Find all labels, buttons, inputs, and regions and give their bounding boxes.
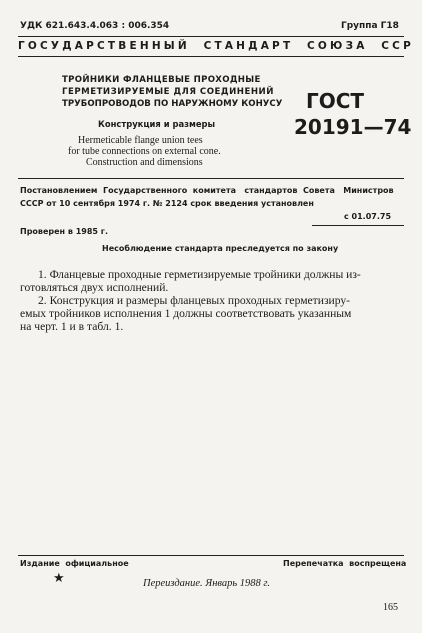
effective-date-rule [312,225,404,226]
title-ru-line-3: ТРУБОПРОВОДОВ ПО НАРУЖНОМУ КОНУСУ [62,99,283,109]
gost-label: ГОСТ [306,89,365,113]
law-notice: Несоблюдение стандарта преследуется по закону [102,244,339,253]
official-edition: Издание официальное [20,559,129,568]
title-ru-line-2: ГЕРМЕТИЗИРУЕМЫЕ ДЛЯ СОЕДИНЕНИЙ [62,87,274,97]
decree-line-1: Постановлением Государственного комитета стандартов Совета Министров [20,186,394,195]
reprint-prohibited: Перепечатка воспрещена [283,559,407,568]
decree-line-2: СССР от 10 сентября 1974 г. № 2124 срок введения установлен [20,199,314,208]
effective-date: с 01.07.75 [344,212,392,221]
reissue-note: Переиздание. Январь 1988 г. [143,578,270,589]
body-line-2: готовляться двух исполнений. [20,281,169,294]
footer-rule [18,555,404,556]
title-en-line-2: for tube connections on external cone. [68,146,221,157]
body-line-3: 2. Конструкция и размеры фланцевых проходных герметизиру- [38,294,351,307]
title-en-line-3: Construction and dimensions [86,157,203,168]
star-icon: ★ [53,570,65,585]
body-line-4: емых тройников исполнения 1 должны соответствовать указанным [20,307,352,320]
heading-rule [18,56,404,57]
group-code: Группа Г18 [341,21,399,31]
checked-year: Проверен в 1985 г. [20,227,108,236]
title-rule [18,178,404,179]
title-ru-line-1: ТРОЙНИКИ ФЛАНЦЕВЫЕ ПРОХОДНЫЕ [62,75,261,85]
title-en-line-1: Hermeticable flange union tees [78,135,203,146]
body-line-5: на черт. 1 и в табл. 1. [20,320,124,333]
subtitle-ru: Конструкция и размеры [98,119,216,129]
gost-number: 20191—74 [294,115,412,139]
udk-code: УДК 621.643.4.063 : 006.354 [20,21,170,31]
body-line-1: 1. Фланцевые проходные герметизируемые тройники должны из- [38,268,361,281]
page-number: 165 [383,602,398,613]
top-rule [18,36,404,37]
state-standard-heading: ГОСУДАРСТВЕННЫЙ СТАНДАРТ СОЮЗА ССР [18,40,414,52]
